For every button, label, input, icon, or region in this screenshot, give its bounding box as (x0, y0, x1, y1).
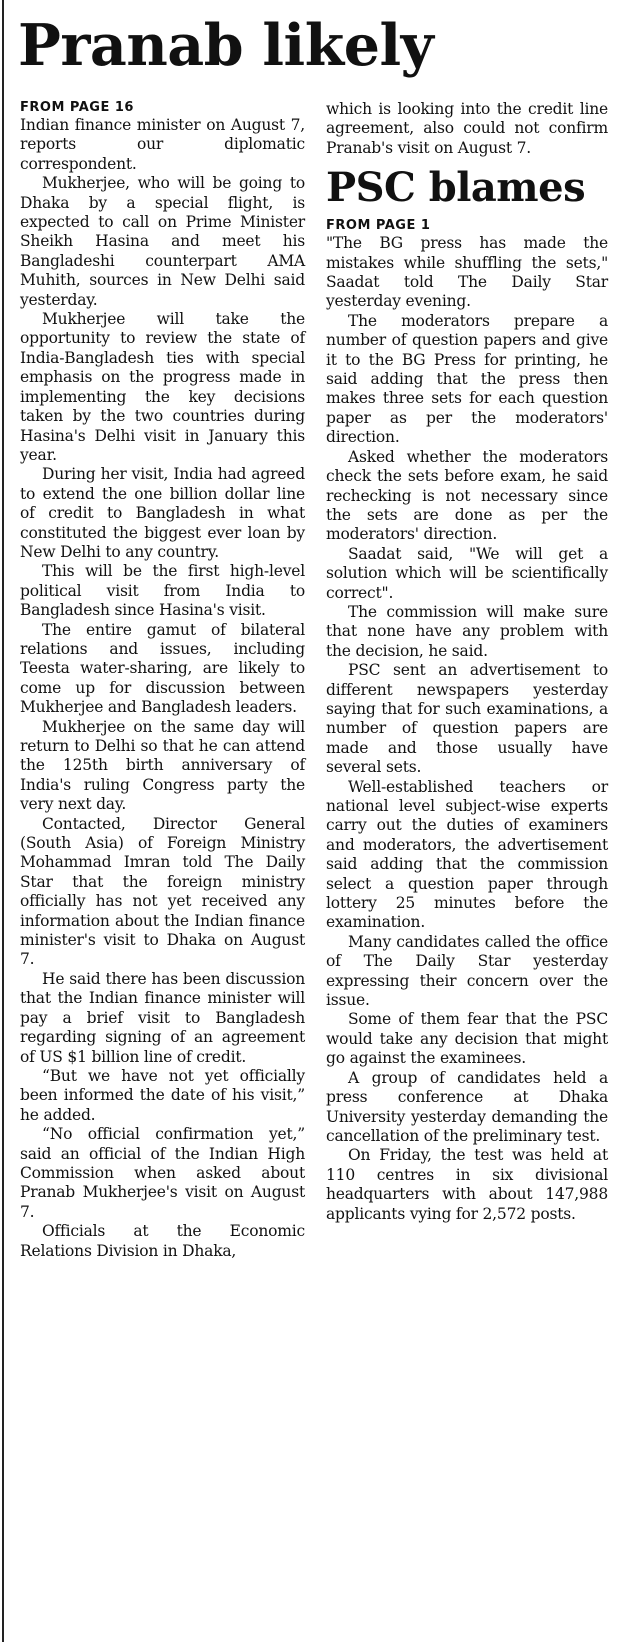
paragraph: Asked whether the moderators check the sets before exam, he said rechecking is not necessary since the sets are done as per the moderators' direction. (326, 447, 608, 544)
paragraph: Mukherjee, who will be going to Dhaka by a special flight, is expected to call on Prime Minister Sheikh Hasina and meet his Bangladeshi counterpart AMA Muhith, sources in New Delhi said yesterday. (20, 174, 305, 309)
paragraph-continued: which is looking into the credit line agreement, also could not confirm Pranab's visit on August 7. (326, 100, 608, 157)
headline-pranab-likely: Pranab likely (18, 12, 434, 79)
paragraph: During her visit, India had agreed to extend the one billion dollar line of credit to Bangladesh in what constituted the biggest ever loan by New Delhi to any country. (20, 465, 305, 561)
paragraph: Officials at the Economic Relations Division in Dhaka, (20, 1222, 305, 1260)
paragraph: The entire gamut of bilateral relations and issues, including Teesta water-sharing, are likely to come up for discussion between Mukherjee and Bangladesh leaders. (20, 620, 305, 717)
paragraph: Well-established teachers or national level subject-wise experts carry out the duties of examiners and moderators, the advertisement said adding that the commission select a question paper through lottery 25 minutes before the examination. (326, 777, 608, 932)
paragraph: PSC sent an advertisement to different newspapers yesterday saying that for such examinations, a number of question papers are made and those usually have several sets. (326, 661, 608, 777)
paragraph: Mukherjee on the same day will return to Delhi so that he can attend the 125th birth anniversary of India's ruling Congress party the very next day. (20, 717, 305, 814)
paragraph: Mukherjee will take the opportunity to review the state of India-Bangladesh ties with special emphasis on the progress made in implementing the key decisions taken by the two countries during Hasina's Delhi visit in January this year. (20, 310, 305, 464)
paragraph: Indian finance minister on August 7, reports our diplomatic correspondent. (20, 116, 305, 173)
paragraph: A group of candidates held a press conference at Dhaka University yesterday demanding the cancellation of the preliminary test. (326, 1068, 608, 1145)
paragraph: Some of them fear that the PSC would take any decision that might go against the examinees. (326, 1010, 608, 1068)
paragraph: On Friday, the test was held at 110 centres in six divisional headquarters with about 147,988 applicants vying for 2,572 posts. (326, 1146, 608, 1223)
column-rule (2, 0, 4, 1642)
paragraph: Contacted, Director General (South Asia) of Foreign Ministry Mohammad Imran told The Daily Star that the foreign ministry officially has not yet received any information about the Indian finance minister's visit to Dhaka on August 7. (20, 814, 305, 969)
paragraph: “But we have not yet officially been informed the date of his visit,” he added. (20, 1066, 305, 1124)
paragraph: The moderators prepare a number of question papers and give it to the BG Press for printing, he said adding that the press then makes three sets for each question paper as per the moderators' direction. (326, 311, 608, 447)
paragraph: This will be the first high-level political visit from India to Bangladesh since Hasina's visit. (20, 562, 305, 620)
paragraph: He said there has been discussion that the Indian finance minister will pay a brief visit to Bangladesh regarding signing of an agreement of US $1 billion line of credit. (20, 969, 305, 1066)
jump-label-from-page-1: FROM PAGE 1 (326, 218, 431, 234)
article-column-right (326, 100, 608, 1224)
article-pranab-column-left (20, 100, 305, 1261)
paragraph: The commission will make sure that none have any problem with the decision, he said. (326, 602, 608, 660)
paragraph: “No official confirmation yet,” said an official of the Indian High Commission when asked about Pranab Mukherjee's visit on August 7. (20, 1125, 305, 1221)
paragraph: Saadat said, "We will get a solution which will be scientifically correct". (326, 544, 608, 602)
paragraph: Many candidates called the office of The Daily Star yesterday expressing their concern over the issue. (326, 932, 608, 1010)
headline-psc-blames: PSC blames (326, 164, 586, 212)
paragraph: "The BG press has made the mistakes while shuffling the sets," Saadat told The Daily Star yesterday evening. (326, 234, 608, 311)
jump-label-from-page-16: FROM PAGE 16 (20, 100, 134, 115)
